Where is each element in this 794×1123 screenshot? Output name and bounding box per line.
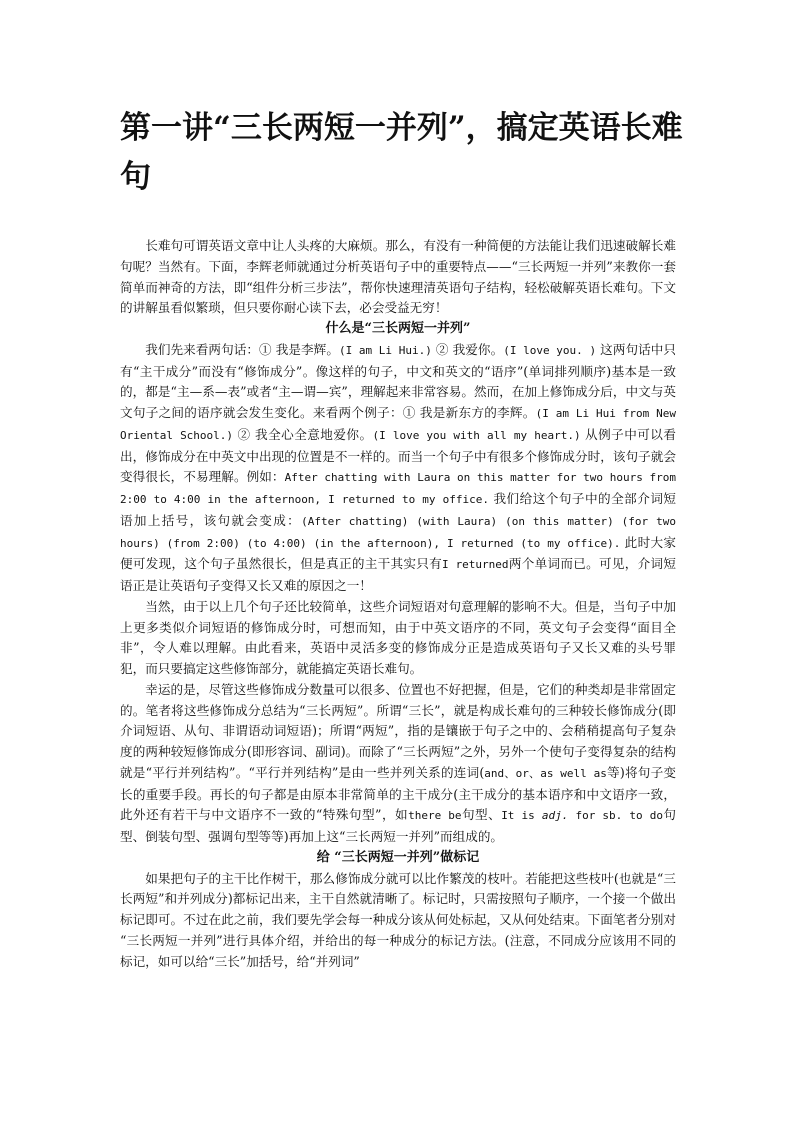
paragraph-modifiers: 当然，由于以上几个句子还比较简单，这些介词短语对句意理解的影响不大。但是，当句子中加上更多类似介词短语的修饰成分时，可想而知，由于中英文语序的不同，英文句子会变得“面目全非”，令人难以理解。由此看来，英语中灵活多变的修饰成分正是造成英语句子又长又难的头号罪犯，而只要搞定这些修饰部分，就能搞定英语长难句。 xyxy=(120,598,676,676)
text-run: ② 我全心全意地爱你。 xyxy=(233,426,373,442)
text-run: 我们先来看两句话：① 我是李辉。 xyxy=(145,341,339,357)
text-run: 等)将句子变长的重要手段。再长的句子都是由原本非常简单的主干成分(主干成分的基本语序和中文语序一致，此外还有若干与中文语序不一致的“特殊句型”，如 xyxy=(120,764,676,823)
section-heading-what-is: 什么是“三长两短一并列” xyxy=(325,321,471,336)
english-example: (I love you with all my heart.) xyxy=(372,428,581,442)
english-example: adj. xyxy=(541,809,569,823)
english-example: and、or、as well as xyxy=(484,766,607,780)
section-heading-marking: 给 “三长两短一并列”做标记 xyxy=(316,849,480,865)
paragraph-three-long-two-short xyxy=(120,680,676,848)
paragraph-examples xyxy=(120,340,676,597)
english-example: After chatting with Laura on this matter for two hours from 2:00 to 4:00 in the afternoon, I returned to my office. xyxy=(120,471,676,506)
page-title: 第一讲“三长两短一并列”，搞定英语长难句 xyxy=(120,110,683,195)
english-example: (After chatting) (with Laura) (on this matter) (for two hours) (from 2:00) (to 4:00) (in the afternoon), I returned (to my office). xyxy=(120,514,676,550)
text-run: 从例子中可以看出，修饰成分在中英文中出现的位置是不一样的。而当一个句子中有很多个修饰成分时，该句子就会变得很长，不易理解。例如： xyxy=(120,426,676,485)
english-example: I returned xyxy=(442,558,509,572)
text-run: 此时大家便可发现，这个句子虽然很长，但是真正的主干其实只有 xyxy=(120,534,676,572)
text-run: 我们给这个句子中的全部介词短语加上括号，该句就会变成： xyxy=(120,491,676,528)
intro-paragraph: 长难句可谓英语文章中让人头疼的大麻烦。那么，有没有一种简便的方法能让我们迅速破解长难句呢？当然有。下面，李辉老师就通过分析英语句子中的重要特点——“三长两短一并列”来教你一套简单而神奇的方法，即“组件分析三步法”，帮你快速理清英语句子结构，轻松破解英语长难句。下文的讲解虽看似繁琐，但只要你耐心读下去，必会受益无穷！ xyxy=(120,238,676,316)
text-run: 两个单词而已。可见，介词短语正是让英语句子变得又长又难的原因之一！ xyxy=(120,556,677,593)
english-example: for sb. to do xyxy=(568,809,663,823)
text-run: 句型、倒装句型、强调句型等等)再加上这“三长两短一并列”而组成的。 xyxy=(120,807,677,844)
article-body xyxy=(120,236,676,972)
english-example: there be xyxy=(408,809,462,823)
english-example: It is xyxy=(501,809,542,823)
text-run: ② 我爱你。 xyxy=(431,341,504,357)
english-example: (I am Li Hui.) xyxy=(338,343,432,357)
text-run: 句型、 xyxy=(461,807,502,823)
text-run: 幸运的是，尽管这些修饰成分数量可以很多、位置也不好把握，但是，它们的种类却是非常固定的。笔者将这些修饰成分总结为“三长两短”。所谓“三长”，就是构成长难句的三种较长修饰成分(即介词短语、从句、非谓语动词短语)；所谓“两短”，指的是镶嵌于句子之中的、会稍稍提高句子复杂度的两种较短修饰成分(即形容词、副词)。而除了“三长两短”之外，另外一个使句子变得复杂的结构就是“平行并列结构”。“平行并列结构”是由一些并列关系的连词( xyxy=(120,681,676,780)
english-example: (I love you. ) xyxy=(503,343,597,357)
text-run: 这两句话中只有“主干成分”而没有“修饰成分”。像这样的句子，中文和英文的“语序”(单词排列顺序)基本是一致的，都是“主—系—表”或者“主—谓—宾”，理解起来非常容易。然而，在加上修饰成分后，中文与英文句子之间的语序就会发生变化。来看两个例子：① 我是新东方的李辉。 xyxy=(120,341,676,420)
paragraph-marking: 如果把句子的主干比作树干，那么修饰成分就可以比作繁茂的枝叶。若能把这些枝叶(也就是“三长两短”和并列成分)都标记出来，主干自然就清晰了。标记时，只需按照句子顺序，一个接一个做出标记即可。不过在此之前，我们要先学会每一种成分该从何处标起，又从何处结束。下面笔者分别对 “三长两短一并列”进行具体介绍，并给出的每一种成分的标记方法。(注意，不同成分应该用不同的标记，如可以给“三长”加括号，给“并列词” xyxy=(120,870,676,969)
english-example: (I am Li Hui from New Oriental School.) xyxy=(120,407,676,442)
